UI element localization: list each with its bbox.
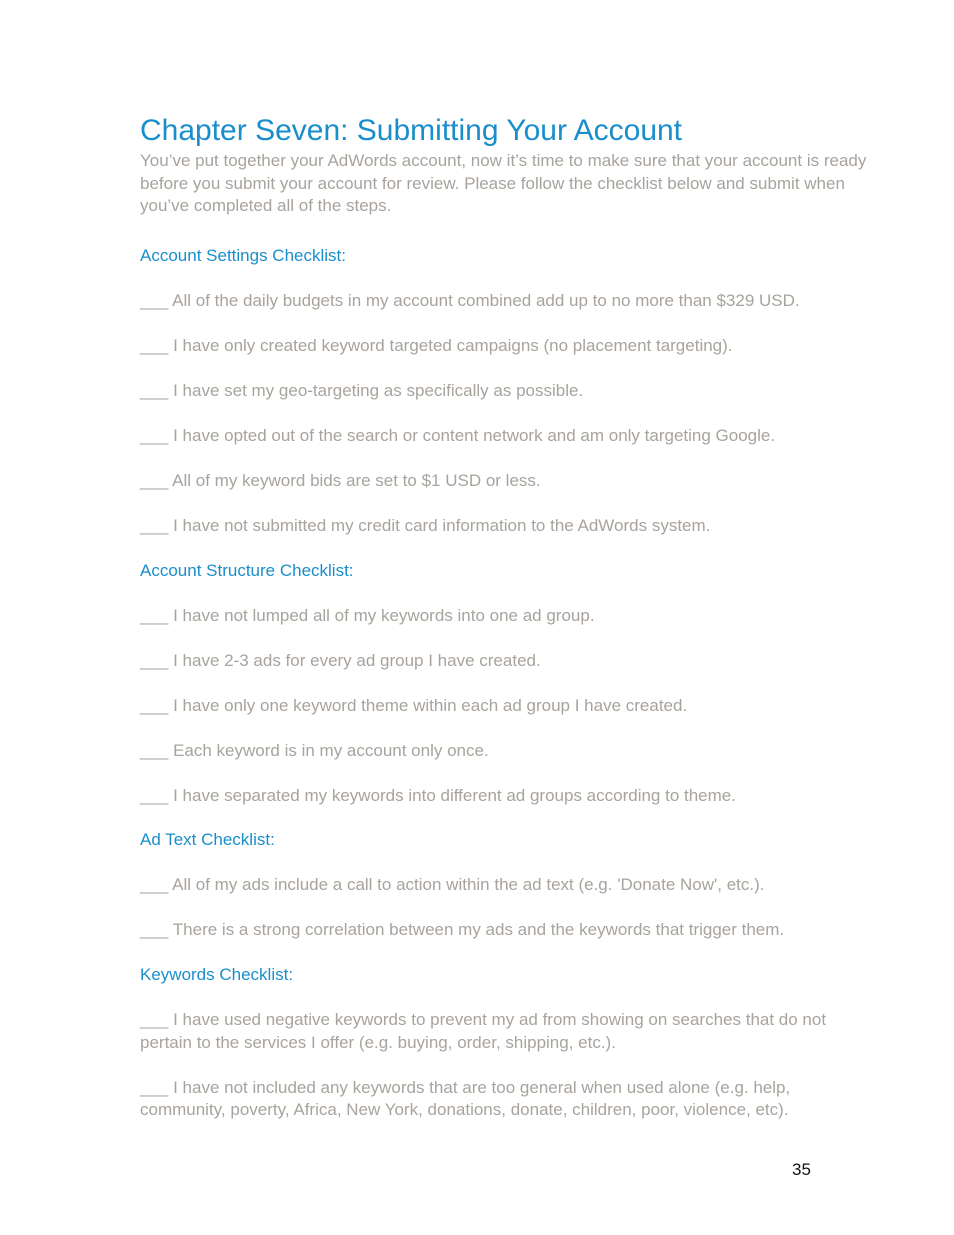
checklist-item: ___ I have set my geo-targeting as specifically as possible. [140,380,584,400]
checklist-item: ___ All of my ads include a call to action within the ad text (e.g. 'Donate Now', etc.). [140,875,765,894]
checklist-item: ___ I have not lumped all of my keywords into one ad group. [140,605,595,625]
checklist-item: ___ All of my keyword bids are set to $1 USD or less. [140,470,541,490]
checklist-item: ___ Each keyword is in my account only once. [140,740,489,760]
page-number: 35 [792,1160,811,1179]
checklist-item: ___ All of the daily budgets in my account combined add up to no more than $329 USD. [140,290,800,310]
checklist-item: ___ I have 2-3 ads for every ad group I have created. [140,650,541,670]
account-structure-heading: Account Structure Checklist: [140,560,354,580]
page-content [140,112,880,1122]
ad-text-heading: Ad Text Checklist: [140,830,275,849]
checklist-item: ___ I have separated my keywords into different ad groups according to theme. [140,785,736,805]
checklist-item: ___ I have opted out of the search or content network and am only targeting Google. [140,425,776,445]
account-settings-heading: Account Settings Checklist: [140,245,346,265]
checklist-item: ___ I have not included any keywords that are too general when used alone (e.g. help, community, poverty, Africa, New York, donations, donate, children, poor, violence, etc). [140,1077,791,1119]
keywords-heading: Keywords Checklist: [140,965,294,984]
checklist-item: ___ I have used negative keywords to prevent my ad from showing on searches that do not pertain to the services I offer (e.g. buying, order, shipping, etc.). [140,1010,827,1052]
checklist-item: ___ There is a strong correlation between my ads and the keywords that trigger them. [140,920,785,939]
intro-paragraph: You’ve put together your AdWords account, now it’s time to make sure that your account is ready before you submit your account for review. Please follow the checklist below and submit when you’ve completed all of the steps. [140,151,867,215]
checklist-item: ___ I have not submitted my credit card information to the AdWords system. [140,515,711,535]
chapter-title: Chapter Seven: Submitting Your Account [140,114,683,147]
checklist-item: ___ I have only created keyword targeted campaigns (no placement targeting). [140,335,733,355]
checklist-item: ___ I have only one keyword theme within each ad group I have created. [140,695,688,715]
